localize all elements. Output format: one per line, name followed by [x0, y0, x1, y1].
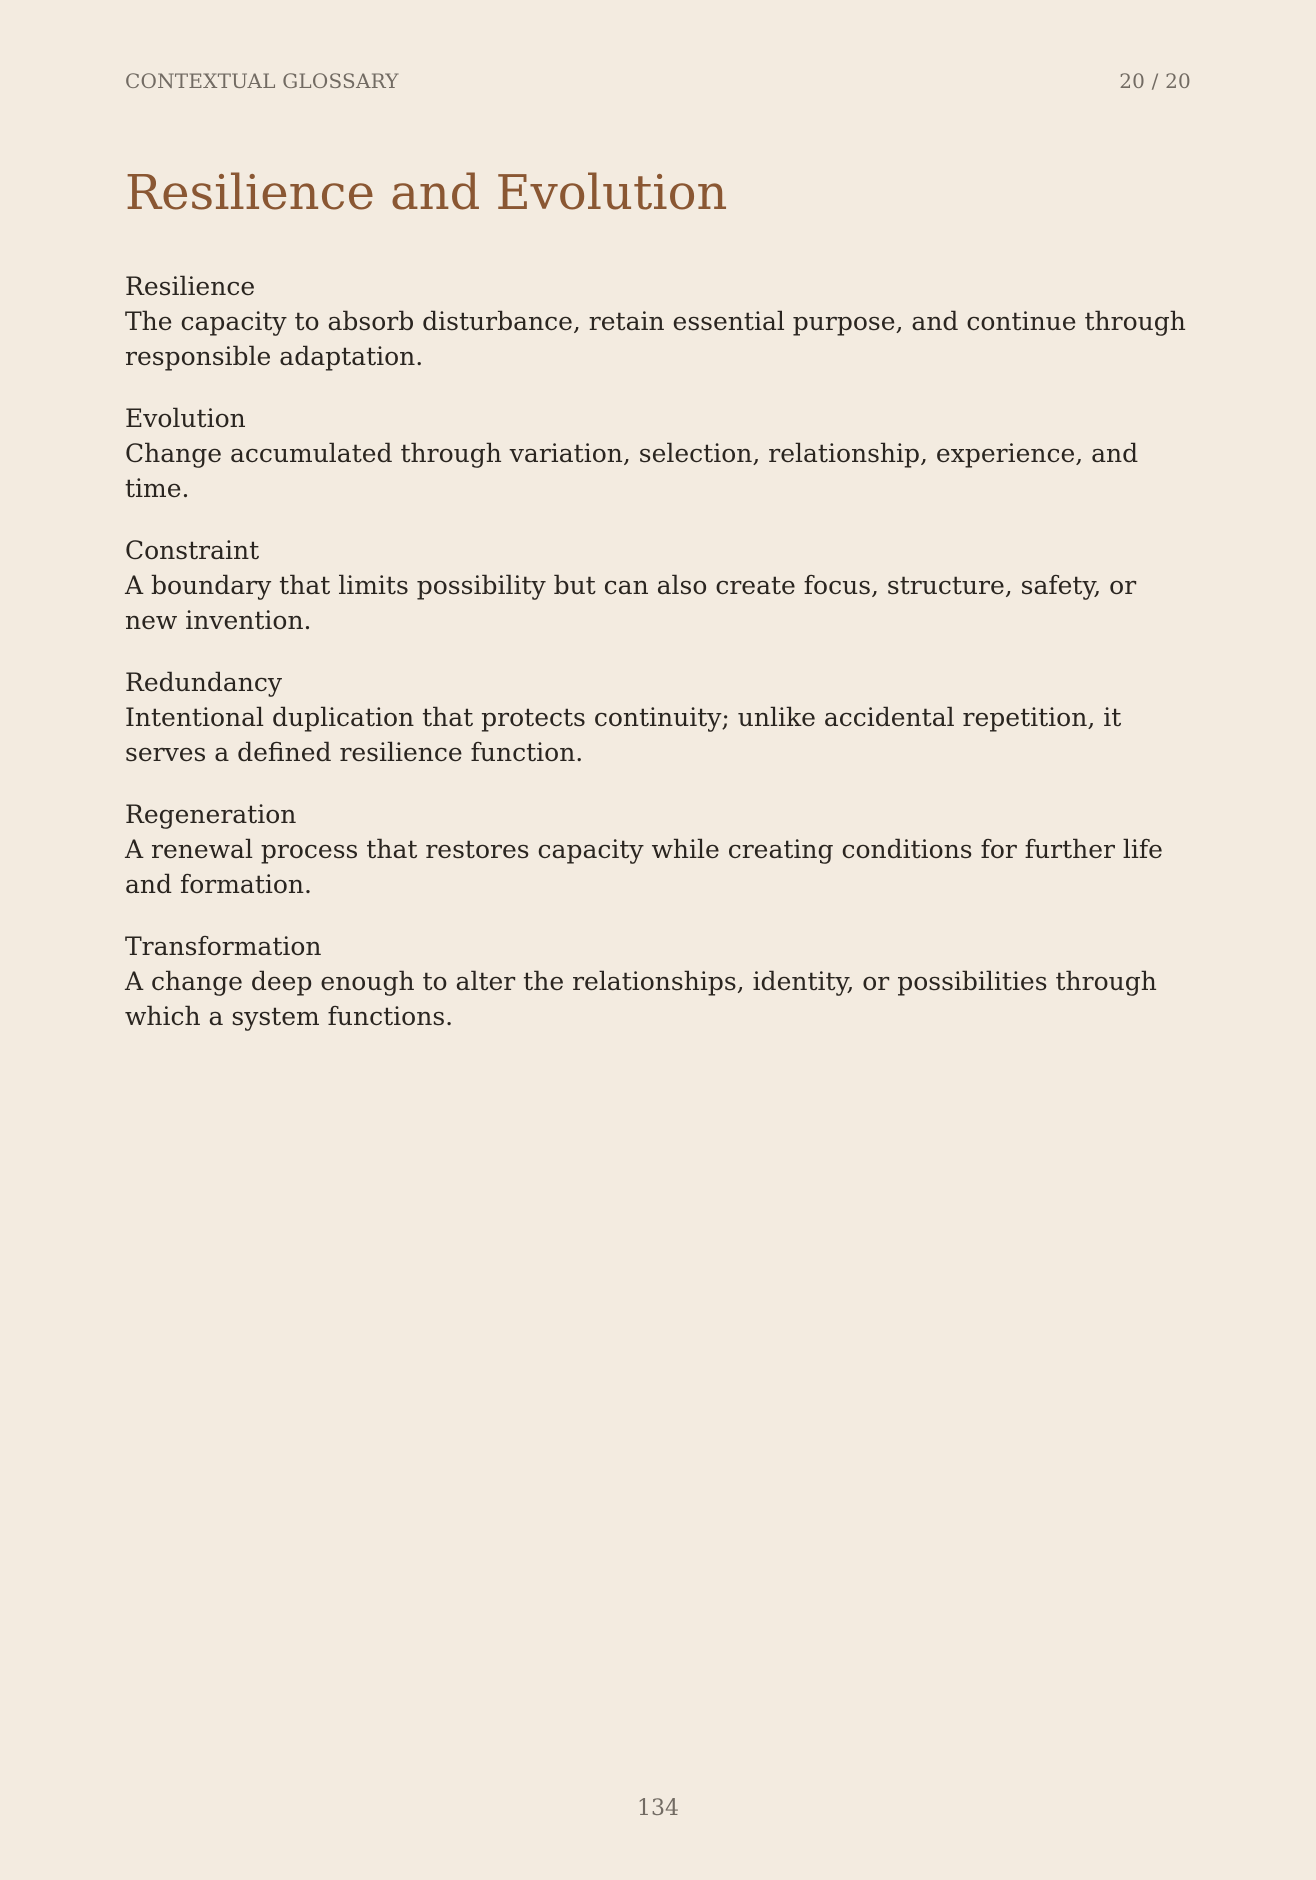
glossary-entry-transformation — [125, 930, 1193, 1034]
glossary-entry-regeneration — [125, 798, 1193, 902]
glossary-list — [125, 270, 1193, 1062]
glossary-definition: The capacity to absorb disturbance, retain essential purpose, and continue through responsible adaptation. — [125, 307, 1186, 371]
glossary-definition: Intentional duplication that protects continuity; unlike accidental repetition, it serves a defined resilience function. — [125, 703, 1122, 767]
glossary-term: Constraint — [125, 536, 260, 565]
glossary-definition: A boundary that limits possibility but can also create focus, structure, safety, or new invention. — [125, 571, 1137, 635]
page-counter: 20 / 20 — [1119, 69, 1191, 93]
glossary-definition: Change accumulated through variation, selection, relationship, experience, and time. — [125, 439, 1139, 503]
glossary-term: Evolution — [125, 404, 246, 433]
glossary-entry-constraint — [125, 534, 1193, 638]
glossary-definition: A change deep enough to alter the relationships, identity, or possibilities through which a system functions. — [125, 967, 1157, 1031]
glossary-term: Transformation — [125, 932, 322, 961]
running-header — [125, 69, 1191, 95]
glossary-entry-evolution — [125, 402, 1193, 506]
page-number: 134 — [637, 1796, 679, 1821]
section-label: CONTEXTUAL GLOSSARY — [125, 69, 399, 93]
glossary-term: Regeneration — [125, 800, 297, 829]
glossary-term: Resilience — [125, 272, 256, 301]
page-title: Resilience and Evolution — [125, 165, 728, 221]
glossary-term: Redundancy — [125, 668, 282, 697]
glossary-entry-resilience — [125, 270, 1193, 374]
glossary-definition: A renewal process that restores capacity while creating conditions for further life and formation. — [125, 835, 1163, 899]
glossary-entry-redundancy — [125, 666, 1193, 770]
